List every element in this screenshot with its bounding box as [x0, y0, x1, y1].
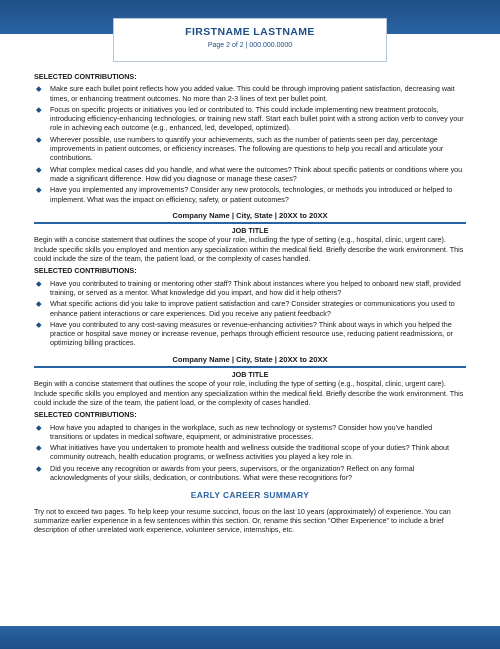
- diamond-bullet-icon: [36, 466, 41, 471]
- bullet-text: Focus on specific projects or initiatives you led or contributed to. This could include implementing new treatment protocols, introducing efficiency-enhancing technologies, or training new staff. Start each bullet point with a strong action verb to convey your role in achieving each outcome (e.g., enhanced, led, developed, optimized).: [50, 104, 464, 133]
- bullet-item: [34, 443, 466, 462]
- diamond-bullet-icon: [36, 188, 41, 193]
- bullet-item: [34, 185, 466, 204]
- bullet-text: What initiatives have you undertaken to promote health and wellness outside the traditional scope of your duties? Think about community outreach, health education programs, or wellness activities you played a key role in.: [50, 443, 450, 462]
- bullet-text: Wherever possible, use numbers to quantify your achievements, such as the number of patients seen per day, percentage improvements in patient outcomes, or efficiency increases. The following are questions to help you recall and articulate your contributions.: [50, 134, 444, 163]
- bullet-item: [34, 320, 466, 348]
- bullet-text: What specific actions did you take to improve patient satisfaction and care? Consider strategies or communications you used to enhance patient interactions or care experiences. Did you receive any patient feedback?: [50, 299, 455, 318]
- company-line: Company Name | City, State | 20XX to 20XX: [34, 211, 466, 224]
- section-label: SELECTED CONTRIBUTIONS:: [34, 266, 137, 276]
- bullet-item: [34, 279, 466, 298]
- diamond-bullet-icon: [36, 302, 41, 307]
- company-line: Company Name | City, State | 20XX to 20XX: [34, 355, 466, 368]
- bullet-text: Make sure each bullet point reflects how you added value. This could be through improving patient satisfaction, decreasing wait times, or enhancing treatment outcomes. No more than 2-3 lines of text per bullet point.: [50, 84, 455, 103]
- diamond-bullet-icon: [36, 87, 41, 92]
- diamond-bullet-icon: [36, 167, 41, 172]
- bullet-text: Have you implemented any improvements? Consider any new protocols, technologies, or methods you introduced or helped to implement. What was the impact on efficiency, safety, or patient outcomes?: [50, 185, 453, 204]
- bullet-item: [34, 84, 466, 103]
- bullet-item: [34, 105, 466, 133]
- bullet-item: [34, 165, 466, 184]
- job-summary: Begin with a concise statement that outlines the scope of your role, including the type of setting (e.g., hospital, clinic, urgent care). Include specific skills you employed and mention any specialization within the medical field. Briefly describe the work environment. This could include the size of the team, the patient load, or the complexity of cases handled.: [34, 235, 464, 264]
- bullet-list: [34, 84, 466, 204]
- job-title: JOB TITLE: [231, 226, 269, 236]
- early-career-section: [34, 491, 466, 534]
- job-title: JOB TITLE: [231, 370, 269, 380]
- bullet-text: Have you contributed to any cost-saving measures or revenue-enhancing activities? Think about ways in which you helped the practice or hospital save money or increase revenue, perhaps through efficient resource use, reducing patient readmissions, or optimizing billing practices.: [50, 319, 453, 348]
- job-entry-2: [34, 355, 466, 483]
- bullet-item: [34, 464, 466, 483]
- bullet-item: [34, 135, 466, 163]
- diamond-bullet-icon: [36, 425, 41, 430]
- bullet-list: [34, 423, 466, 483]
- bullet-text: What complex medical cases did you handle, and what were the outcomes? Think about specific patients or conditions where you made a significant difference. How did you diagnose or manage these cases?: [50, 164, 463, 183]
- job-entry-1: [34, 211, 466, 348]
- job-summary: Begin with a concise statement that outlines the scope of your role, including the type of setting (e.g., hospital, clinic, urgent care). Include specific skills you employed and mention any specialization within the medical field. Briefly describe the work environment. This could include the size of the team, the patient load, or the complexity of cases handled.: [34, 379, 464, 407]
- footer-band-bottom: [0, 626, 500, 649]
- bullet-item: [34, 423, 466, 442]
- contributions-section: [34, 72, 466, 204]
- diamond-bullet-icon: [36, 137, 41, 142]
- diamond-bullet-icon: [36, 322, 41, 327]
- bullet-item: [34, 299, 466, 318]
- page-contact-line: Page 2 of 2 | 000.000.0000: [207, 42, 293, 49]
- name-header: [113, 18, 387, 62]
- section-label: SELECTED CONTRIBUTIONS:: [34, 410, 137, 420]
- bullet-text: Did you receive any recognition or awards from your peers, supervisors, or the organization? Reflect on any formal acknowledgments of your skills, dedication, or contributions. What were these recognitions for?: [50, 463, 415, 482]
- early-career-text: Try not to exceed two pages. To help keep your resume succinct, focus on the last 10 years (approximately) of experience. You can summarize earlier experience in a few sentences within this section. Or, rename this section "Other Experience" to include a brief description of other unrelated work experience, volunteer service, internships, etc.: [34, 506, 451, 535]
- candidate-name: FIRSTNAME LASTNAME: [185, 26, 315, 38]
- bullet-text: Have you contributed to training or mentoring other staff? Think about instances where you helped to onboard new staff, provided training, or served as a mentor. What knowledge did you impart, and how did it help others?: [50, 278, 461, 297]
- section-label: SELECTED CONTRIBUTIONS:: [34, 72, 137, 81]
- bullet-list: [34, 279, 466, 348]
- diamond-bullet-icon: [36, 281, 41, 286]
- diamond-bullet-icon: [36, 107, 41, 112]
- section-heading: EARLY CAREER SUMMARY: [190, 490, 310, 501]
- bullet-text: How have you adapted to changes in the workplace, such as new technology or systems? Consider how you've handled transitions or updates in medical software, equipment, or administrative processes.: [50, 422, 433, 441]
- diamond-bullet-icon: [36, 445, 41, 450]
- resume-body: [34, 70, 466, 537]
